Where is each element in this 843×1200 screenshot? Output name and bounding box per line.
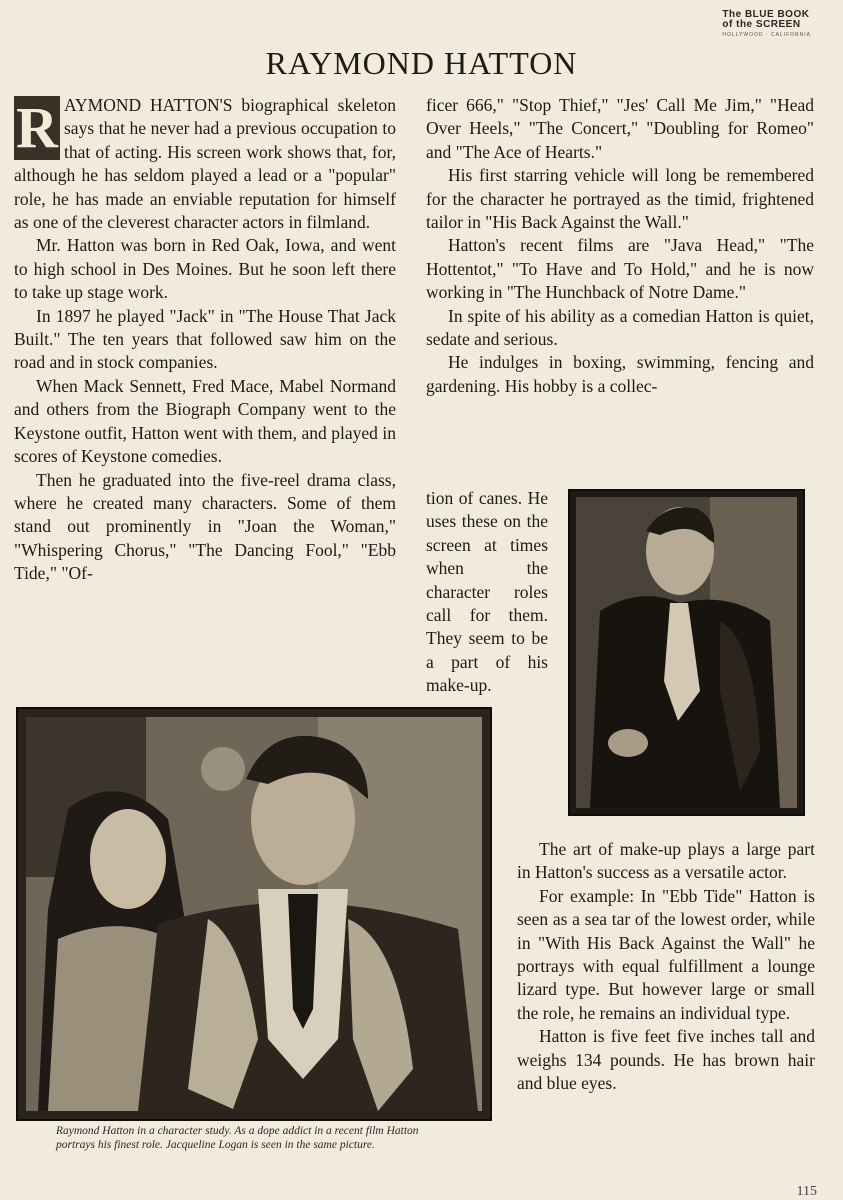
paragraph-14: Hatton is five feet five inches tall and weighs 134 pounds. He has brown hair and blue eyes.: [517, 1026, 815, 1094]
paragraph-13: For example: In "Ebb Tide" Hatton is seen as a sea tar of the lowest order, while in "With His Back Against the Wall" he portrays with equal fulfillment a lounge lizard type. But however large or small the role, he remains an individual type.: [517, 885, 815, 1023]
paragraph-1: R AYMOND HATTON'S biographical skeleton says that he never had a previous occupation to that of acting. His screen work shows that, for, although he has seldom played a lead or a "popular" role, he has made an enviable reputation for himself as one of the cleverest character actors in filmland.: [14, 95, 396, 233]
masthead-line-3: HOLLYWOOD · CALIFORNIA: [722, 32, 811, 38]
drop-cap: R: [14, 96, 60, 160]
masthead: [722, 10, 811, 40]
right-column-bottom: [517, 838, 815, 1095]
page-number: 115: [796, 1184, 817, 1199]
paragraph-3: In 1897 he played "Jack" in "The House That Jack Built." The ten years that followed saw him on the road and in stock companies.: [14, 305, 396, 373]
paragraph-9: In spite of his ability as a comedian Hatton is quiet, sedate and serious.: [426, 305, 814, 350]
left-column: [14, 94, 396, 586]
masthead-line-2: of the SCREEN: [722, 19, 801, 30]
paragraph-10: He indulges in boxing, swimming, fencing and gardening. His hobby is a collec-: [426, 352, 814, 396]
paragraph-4: When Mack Sennett, Fred Mace, Mabel Normand and others from the Biograph Company went to the Keystone outfit, Hatton went with them, and played in scores of Keystone comedies.: [14, 375, 396, 467]
right-column-top: [426, 94, 814, 398]
article-title: RAYMOND HATTON: [265, 45, 578, 81]
paragraph-8: Hatton's recent films are "Java Head," "The Hottentot," "To Have and To Hold," and he is now working in "The Hunchback of Notre Dame.": [426, 235, 814, 303]
narrow-column: [426, 487, 548, 698]
paragraph-6: ficer 666," "Stop Thief," "Jes' Call Me Jim," "Head Over Heels," "The Concert," "Doubling for Romeo" and "The Ace of Hearts.": [426, 95, 814, 162]
masthead-line-1: The BLUE BOOK: [722, 9, 810, 20]
portrait-photo: [568, 489, 805, 816]
paragraph-7: His first starring vehicle will long be remembered for the character he portrayed as the timid, frightened tailor in "His Back Against the Wall.": [426, 165, 814, 233]
paragraph-12: The art of make-up plays a large part in Hatton's success as a versatile actor.: [517, 839, 815, 883]
paragraph-5: Then he graduated into the five-reel drama class, where he created many characters. Some of them stand out prominently in "Joan the Woman," "Whispering Chorus," "The Dancing Fool," "Ebb Tide," "Of-: [14, 469, 396, 584]
paragraph-2: Mr. Hatton was born in Red Oak, Iowa, and went to high school in Des Moines. But he soon left there to take up stage work.: [14, 235, 396, 303]
paragraph-11: tion of canes. He uses these on the screen at times when the character roles call for them. They seem to be a part of his make-up.: [426, 488, 548, 696]
photo-caption: Raymond Hatton in a character study. As a dope addict in a recent film Hatton portrays his finest role. Jacqueline Logan is seen in the same picture.: [56, 1125, 419, 1151]
character-study-photo: [16, 707, 492, 1121]
